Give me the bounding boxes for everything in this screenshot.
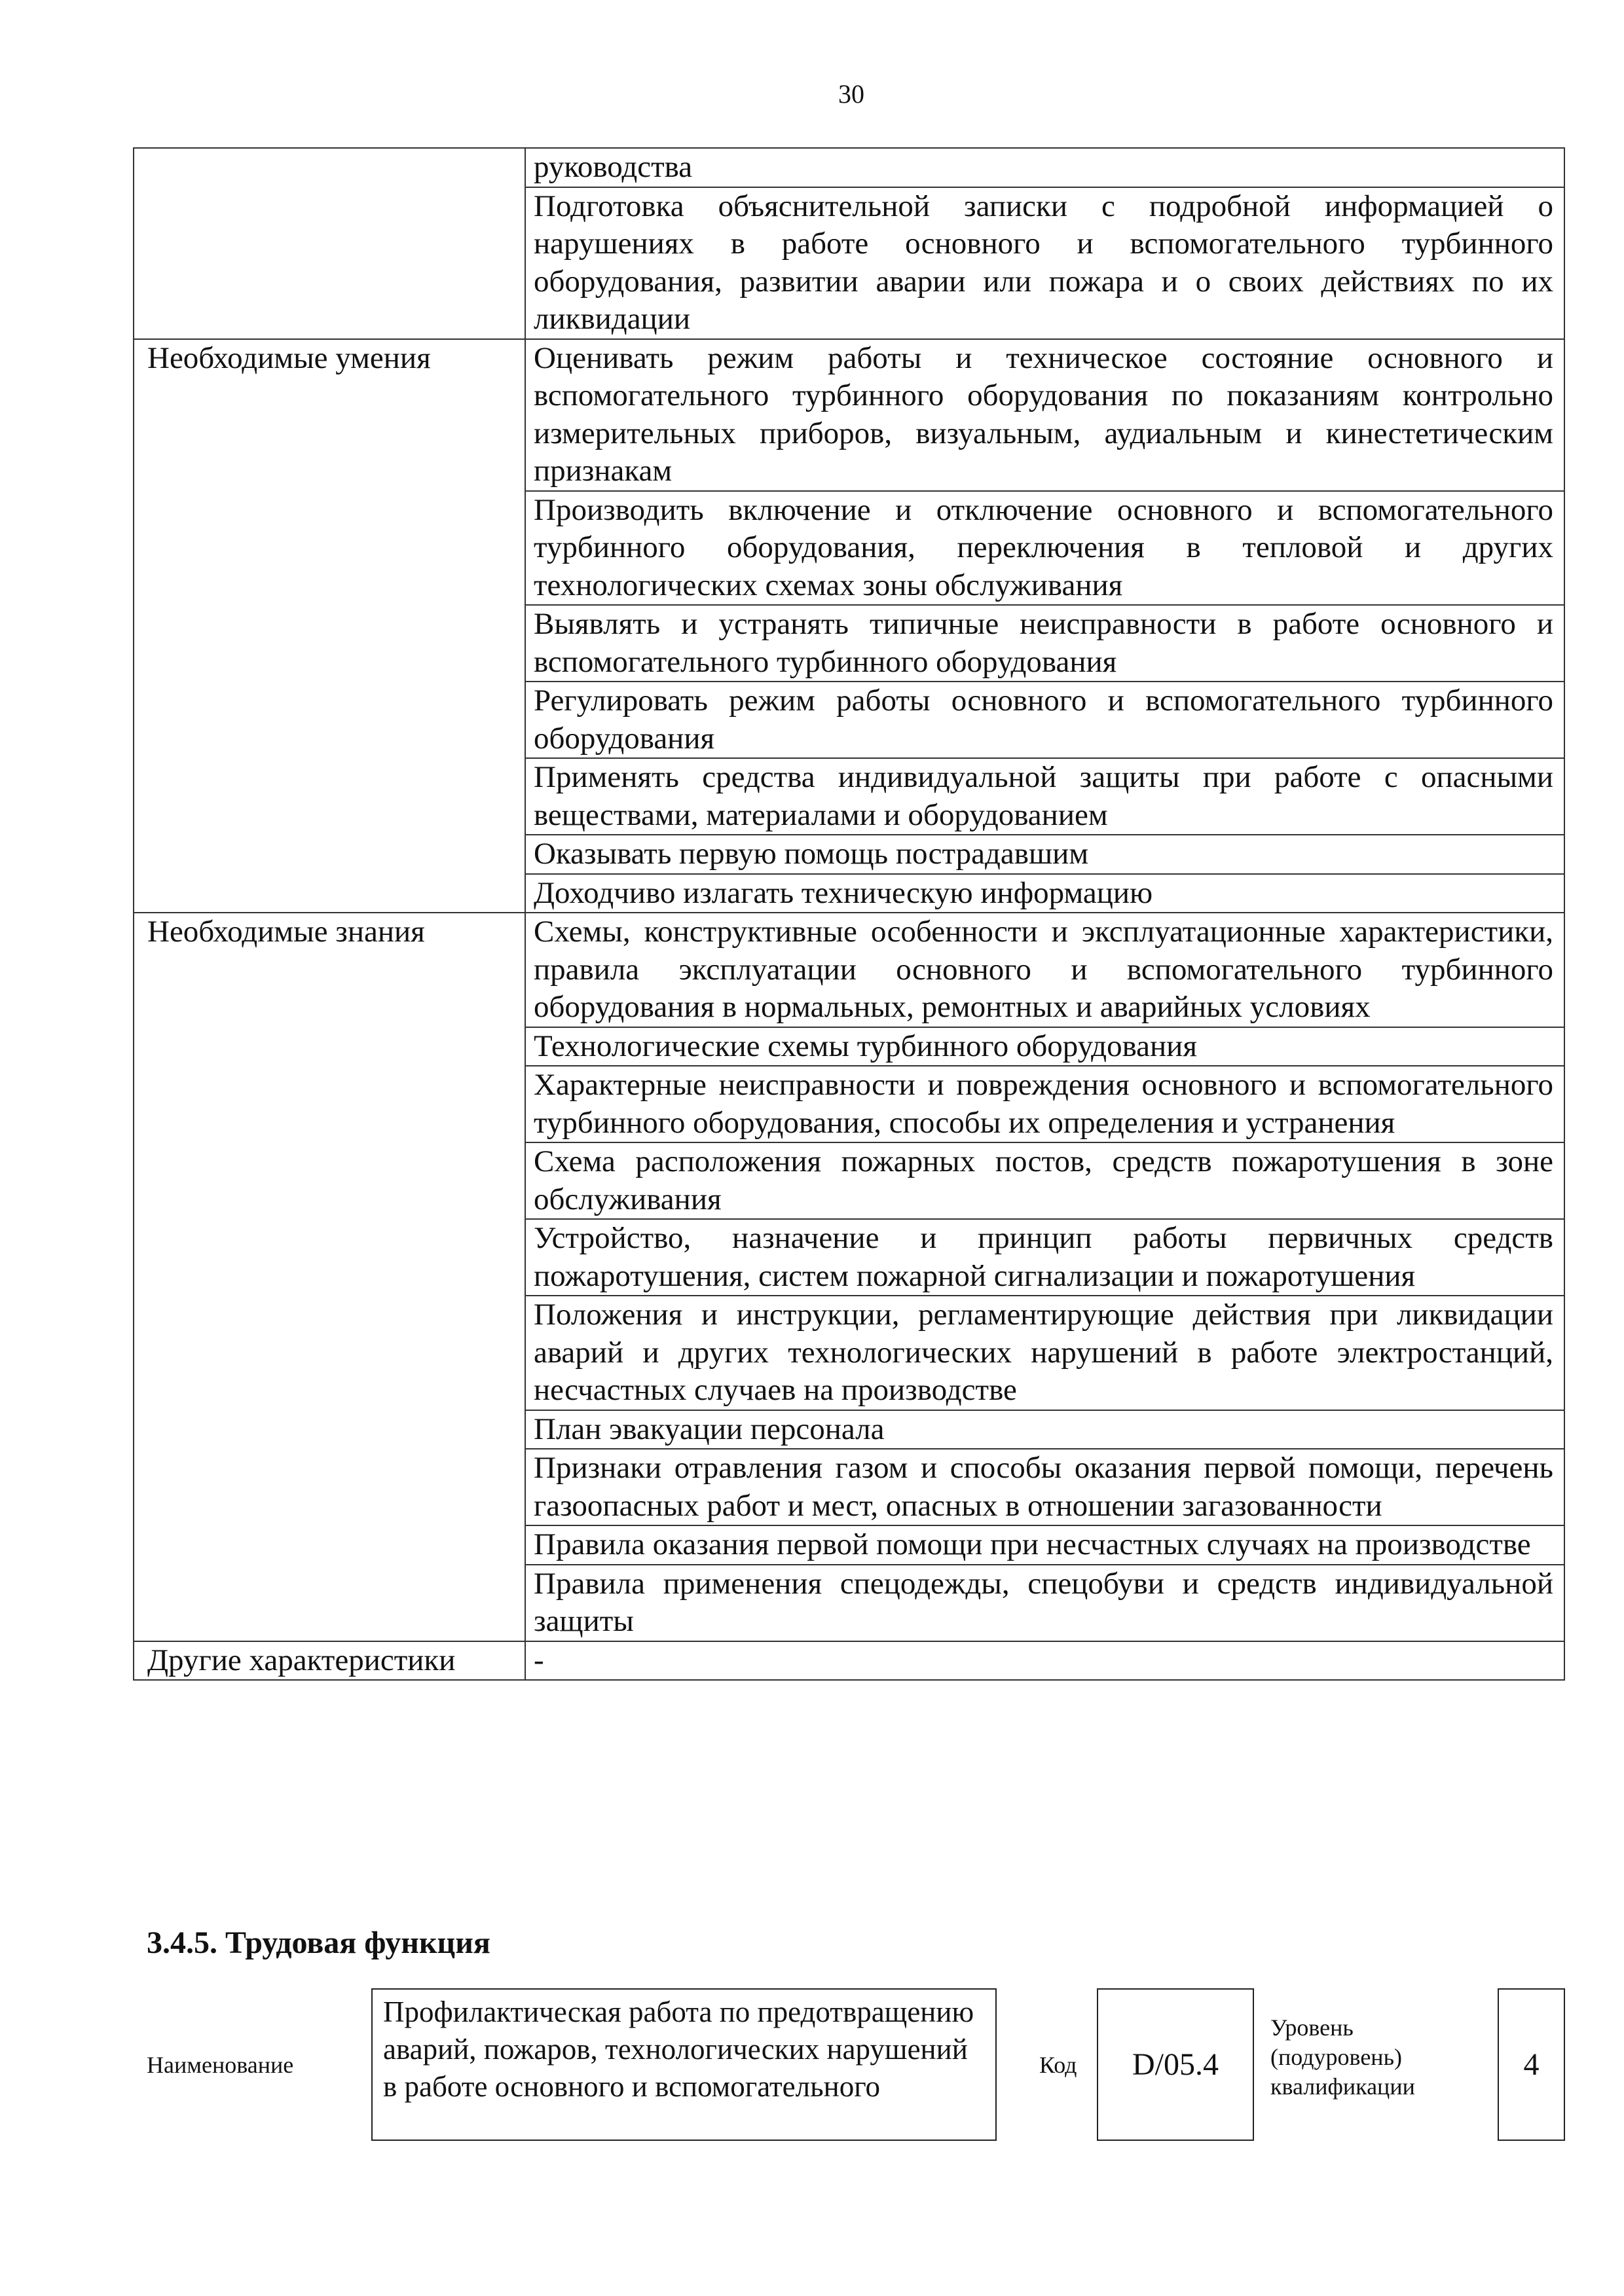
row-description: Выявлять и устранять типичные неисправности в работе основного и вспомогательного турбинного оборудования bbox=[525, 605, 1564, 682]
row-description: Характерные неисправности и повреждения основного и вспомогательного турбинного оборудования, способы их определения и устранения bbox=[525, 1066, 1564, 1142]
row-category-label bbox=[134, 148, 525, 339]
section-title: 3.4.5. Трудовая функция bbox=[147, 1925, 490, 1960]
level-label-line-2: (подуровень) bbox=[1270, 2044, 1402, 2070]
row-category-label: Необходимые умения bbox=[134, 339, 525, 913]
function-name-value: Профилактическая работа по предотвращению аварий, пожаров, технологических нарушений в работе основного и вспомогательного bbox=[371, 1988, 997, 2141]
table-row bbox=[134, 913, 1564, 1027]
row-category-label: Другие характеристики bbox=[134, 1641, 525, 1681]
row-description: Устройство, назначение и принцип работы первичных средств пожаротушения, систем пожарной сигнализации и пожаротушения bbox=[525, 1219, 1564, 1296]
page-number: 30 bbox=[838, 79, 864, 109]
row-description: Применять средства индивидуальной защиты при работе с опасными веществами, материалами и оборудованием bbox=[525, 758, 1564, 835]
row-category-label: Необходимые знания bbox=[134, 913, 525, 1641]
row-description: Схема расположения пожарных постов, средств пожаротушения в зоне обслуживания bbox=[525, 1142, 1564, 1219]
row-description: Признаки отравления газом и способы оказания первой помощи, перечень газоопасных работ и мест, опасных в отношении загазованности bbox=[525, 1449, 1564, 1525]
row-description: Правила оказания первой помощи при несчастных случаях на производстве bbox=[525, 1525, 1564, 1565]
competency-table bbox=[133, 147, 1565, 1681]
row-description: Доходчиво излагать техническую информацию bbox=[525, 874, 1564, 913]
row-description: Производить включение и отключение основного и вспомогательного турбинного оборудования, переключения в тепловой и других технологических схемах зоны обслуживания bbox=[525, 491, 1564, 606]
name-label: Наименование bbox=[147, 2052, 294, 2078]
row-description: Подготовка объяснительной записки с подробной информацией о нарушениях в работе основного и вспомогательного турбинного оборудования, развитии аварии или пожара и о своих действиях по их ликвидации bbox=[525, 187, 1564, 339]
row-description: Технологические схемы турбинного оборудования bbox=[525, 1027, 1564, 1066]
function-code-value: D/05.4 bbox=[1097, 1988, 1254, 2141]
row-description: Регулировать режим работы основного и вспомогательного турбинного оборудования bbox=[525, 682, 1564, 758]
row-description: Правила применения спецодежды, спецобуви и средств индивидуальной защиты bbox=[525, 1565, 1564, 1641]
row-description: руководства bbox=[525, 148, 1564, 187]
row-description: Положения и инструкции, регламентирующие действия при ликвидации аварий и других технологических нарушений в работе электростанций, несчастных случаев на производстве bbox=[525, 1296, 1564, 1410]
row-description: - bbox=[525, 1641, 1564, 1681]
code-label: Код bbox=[1039, 2052, 1077, 2078]
qualification-level-value: 4 bbox=[1498, 1988, 1565, 2141]
level-label-line-1: Уровень bbox=[1270, 2014, 1354, 2041]
table-row bbox=[134, 1641, 1564, 1681]
row-description: Оценивать режим работы и техническое состояние основного и вспомогательного турбинного оборудования по показаниям контрольно измерительных приборов, визуальным, аудиальным и кинестетическим признакам bbox=[525, 339, 1564, 491]
row-description: Схемы, конструктивные особенности и эксплуатационные характеристики, правила эксплуатации основного и вспомогательного турбинного оборудования в нормальных, ремонтных и аварийных условиях bbox=[525, 913, 1564, 1027]
row-description: Оказывать первую помощь пострадавшим bbox=[525, 835, 1564, 874]
table-row bbox=[134, 148, 1564, 187]
level-label-line-3: квалификации bbox=[1270, 2073, 1415, 2100]
table-row bbox=[134, 339, 1564, 491]
row-description: План эвакуации персонала bbox=[525, 1410, 1564, 1449]
